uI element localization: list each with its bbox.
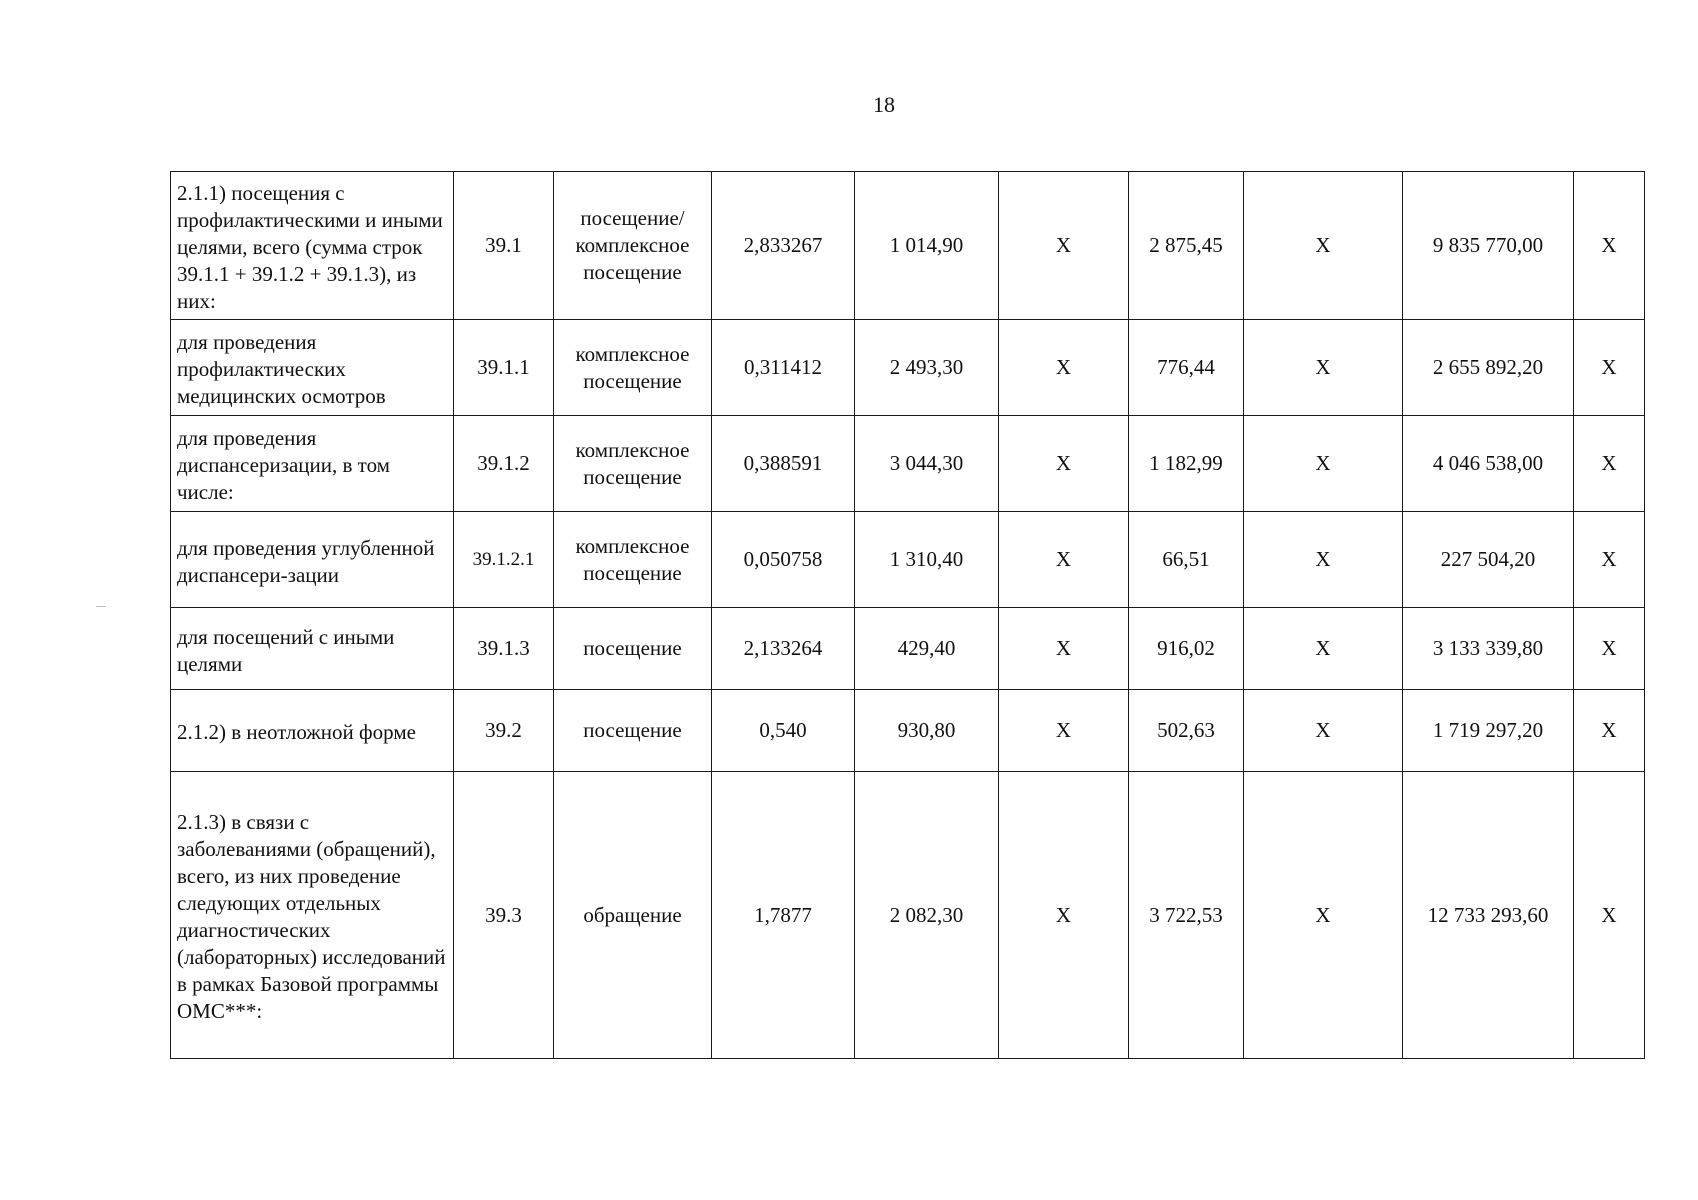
row-total: 1 719 297,20: [1403, 690, 1574, 772]
row-total: 3 133 339,80: [1403, 608, 1574, 690]
scan-mark: [96, 606, 106, 607]
row-col8: Х: [1244, 608, 1403, 690]
row-col10: Х: [1574, 416, 1645, 512]
row-volume: 0,540: [712, 690, 855, 772]
row-code: 39.1: [454, 172, 554, 320]
row-unit: комплексное посещение: [554, 320, 712, 416]
row-col8: Х: [1244, 512, 1403, 608]
row-cost: 2 493,30: [855, 320, 999, 416]
row-volume: 0,050758: [712, 512, 855, 608]
row-total: 9 835 770,00: [1403, 172, 1574, 320]
row-col10: Х: [1574, 690, 1645, 772]
row-code: 39.1.3: [454, 608, 554, 690]
row-cost: 2 082,30: [855, 772, 999, 1059]
row-col10: Х: [1574, 172, 1645, 320]
row-col6: Х: [999, 608, 1129, 690]
row-volume: 0,388591: [712, 416, 855, 512]
row-col8: Х: [1244, 690, 1403, 772]
row-unit: посещение/ комплексное посещение: [554, 172, 712, 320]
row-code: 39.1.1: [454, 320, 554, 416]
row-col8: Х: [1244, 172, 1403, 320]
row-col10: Х: [1574, 320, 1645, 416]
table-row: [171, 416, 1645, 512]
row-unit: комплексное посещение: [554, 416, 712, 512]
row-per-capita: 776,44: [1129, 320, 1244, 416]
row-code: 39.1.2: [454, 416, 554, 512]
table-row: [171, 772, 1645, 1059]
table-row: [171, 172, 1645, 320]
row-col8: Х: [1244, 416, 1403, 512]
row-total: 12 733 293,60: [1403, 772, 1574, 1059]
row-name: для проведения углубленной диспансери-зации: [171, 512, 454, 608]
row-cost: 930,80: [855, 690, 999, 772]
row-code: 39.2: [454, 690, 554, 772]
row-per-capita: 66,51: [1129, 512, 1244, 608]
row-col8: Х: [1244, 320, 1403, 416]
row-per-capita: 3 722,53: [1129, 772, 1244, 1059]
row-cost: 3 044,30: [855, 416, 999, 512]
row-col10: Х: [1574, 512, 1645, 608]
row-col6: Х: [999, 320, 1129, 416]
row-per-capita: 916,02: [1129, 608, 1244, 690]
row-volume: 2,133264: [712, 608, 855, 690]
row-unit: посещение: [554, 690, 712, 772]
row-name: 2.1.2) в неотложной форме: [171, 690, 454, 772]
row-total: 227 504,20: [1403, 512, 1574, 608]
row-unit: посещение: [554, 608, 712, 690]
row-per-capita: 2 875,45: [1129, 172, 1244, 320]
table-row: [171, 320, 1645, 416]
row-cost: 1 310,40: [855, 512, 999, 608]
row-name: для проведения профилактических медицинских осмотров: [171, 320, 454, 416]
row-unit: обращение: [554, 772, 712, 1059]
row-per-capita: 502,63: [1129, 690, 1244, 772]
row-col8: Х: [1244, 772, 1403, 1059]
row-name: 2.1.3) в связи с заболеваниями (обращений), всего, из них проведение следующих отдельных диагностических (лабораторных) исследований в рамках Базовой программы ОМС***:: [171, 772, 454, 1059]
row-volume: 1,7877: [712, 772, 855, 1059]
row-volume: 2,833267: [712, 172, 855, 320]
table-row: [171, 512, 1645, 608]
row-total: 2 655 892,20: [1403, 320, 1574, 416]
row-cost: 1 014,90: [855, 172, 999, 320]
row-total: 4 046 538,00: [1403, 416, 1574, 512]
row-name: для проведения диспансеризации, в том числе:: [171, 416, 454, 512]
row-col6: Х: [999, 172, 1129, 320]
row-code: 39.1.2.1: [454, 512, 554, 608]
row-col6: Х: [999, 690, 1129, 772]
page-number: 18: [873, 92, 895, 117]
table-row: [171, 690, 1645, 772]
row-code: 39.3: [454, 772, 554, 1059]
table-row: [171, 608, 1645, 690]
data-table: [170, 171, 1645, 1059]
row-cost: 429,40: [855, 608, 999, 690]
row-per-capita: 1 182,99: [1129, 416, 1244, 512]
row-col6: Х: [999, 416, 1129, 512]
row-col6: Х: [999, 772, 1129, 1059]
row-col10: Х: [1574, 772, 1645, 1059]
row-name: для посещений с иными целями: [171, 608, 454, 690]
row-name: 2.1.1) посещения с профилактическими и иными целями, всего (сумма строк 39.1.1 + 39.1.2 + 39.1.3), из них:: [171, 172, 454, 320]
row-col10: Х: [1574, 608, 1645, 690]
row-col6: Х: [999, 512, 1129, 608]
row-unit: комплексное посещение: [554, 512, 712, 608]
row-volume: 0,311412: [712, 320, 855, 416]
